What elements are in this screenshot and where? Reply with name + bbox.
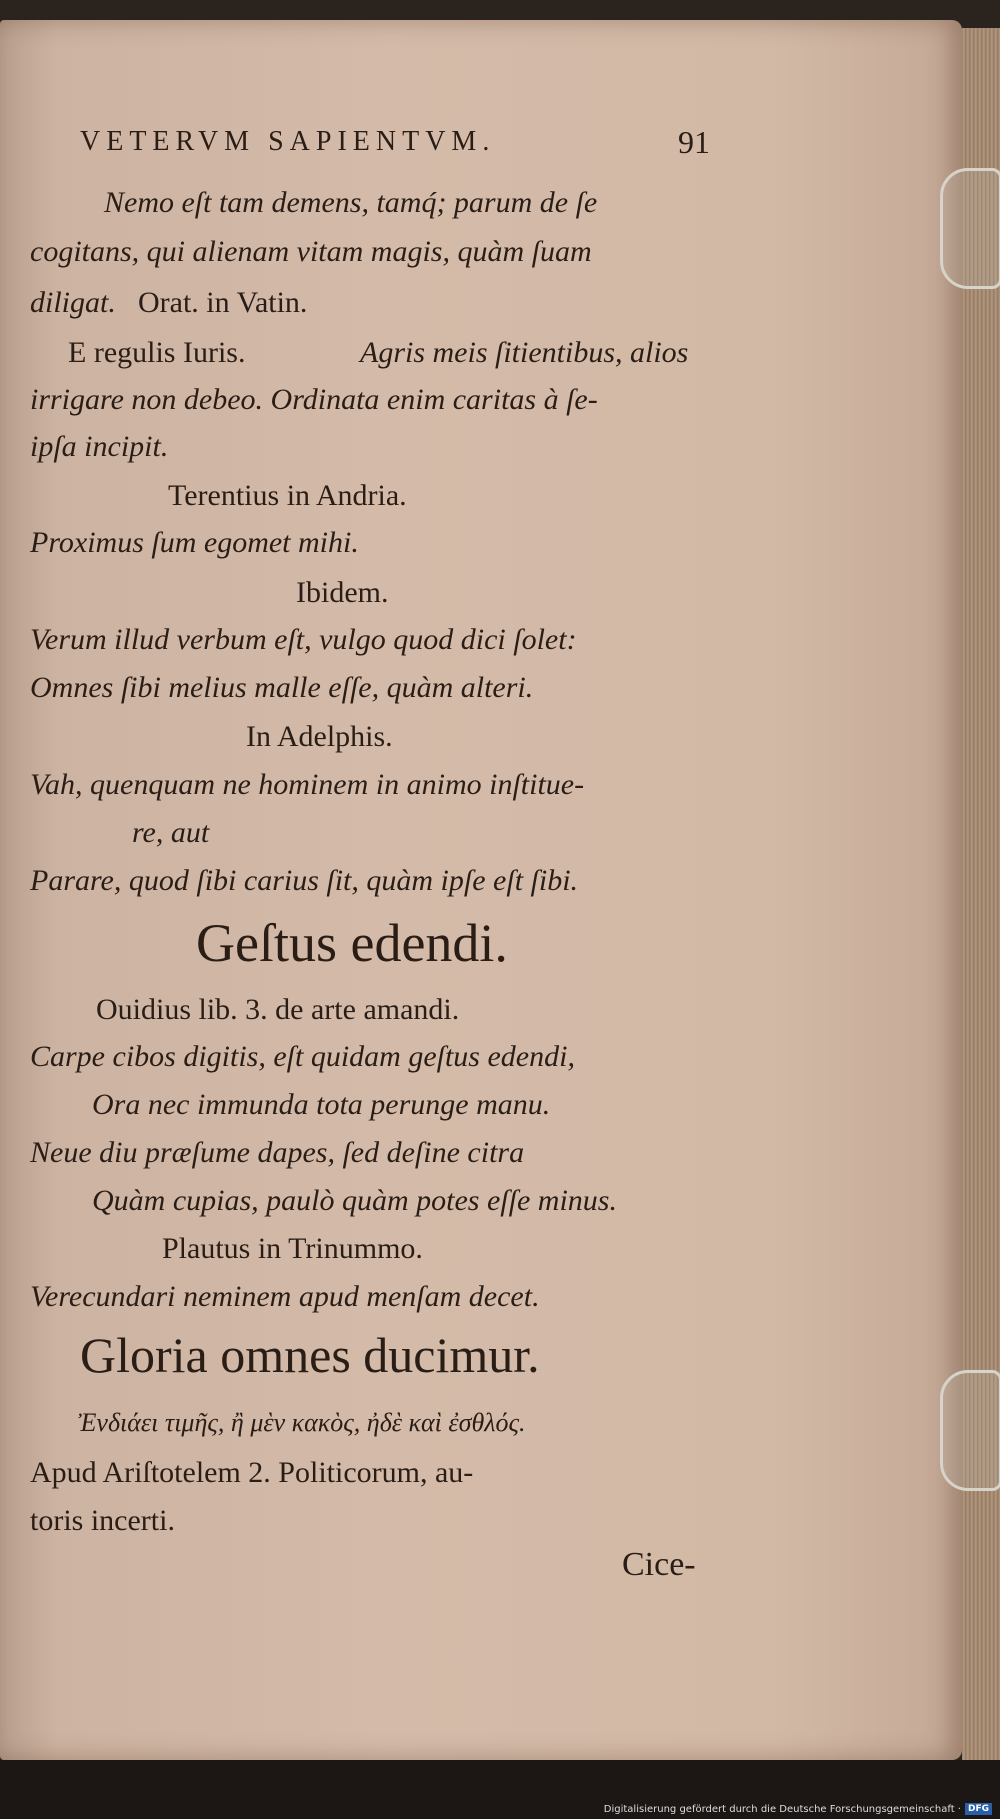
text-line: toris incerti. bbox=[30, 1504, 175, 1537]
text-line: Verecundari neminem apud menſam decet. bbox=[30, 1280, 540, 1313]
text-line: irrigare non debeo. Ordinata enim caritas à ſe- bbox=[30, 383, 598, 416]
text-line: Vah, quenquam ne hominem in animo inſtitue- bbox=[30, 768, 585, 801]
text-line: Carpe cibos digitis, eſt quidam geſtus edendi, bbox=[30, 1040, 575, 1073]
text-line: Verum illud verbum eſt, vulgo quod dici ſolet: bbox=[30, 623, 577, 656]
page-number: 91 bbox=[678, 124, 710, 160]
section-heading: Plautus in Trinummo. bbox=[162, 1232, 423, 1265]
page-block-edge bbox=[962, 28, 1000, 1768]
dfg-logo: DFG bbox=[965, 1803, 992, 1815]
chapter-heading: Geſtus edendi. bbox=[196, 913, 508, 973]
section-heading: Ibidem. bbox=[296, 576, 389, 609]
text-line: Proximus ſum egomet mihi. bbox=[30, 526, 359, 559]
text-line: Agris meis ſitientibus, alios bbox=[360, 336, 689, 369]
text-line: Apud Ariſtotelem 2. Politicorum, au- bbox=[30, 1456, 474, 1489]
section-heading: Terentius in Andria. bbox=[168, 479, 407, 512]
text-line: Omnes ſibi melius malle eſſe, quàm alteri. bbox=[30, 671, 534, 704]
section-heading: In Adelphis. bbox=[246, 720, 393, 753]
text-line: cogitans, qui alienam vitam magis, quàm ſuam bbox=[30, 235, 592, 268]
text-line: diligat. bbox=[30, 286, 116, 319]
text-line: Orat. in Vatin. bbox=[138, 286, 308, 319]
section-heading: Ouidius lib. 3. de arte amandi. bbox=[96, 993, 460, 1026]
running-title: VETERVM SAPIENTVM. bbox=[80, 126, 496, 157]
credit-text: Digitalisierung gefördert durch die Deutsche Forschungsgemeinschaft · bbox=[603, 1803, 961, 1815]
scan-footer-bar bbox=[0, 1760, 1000, 1819]
catchword: Cice- bbox=[622, 1546, 696, 1583]
text-line: Parare, quod ſibi carius ſit, quàm ipſe eſt ſibi. bbox=[30, 864, 579, 897]
text-line: re, aut bbox=[132, 816, 210, 849]
page-clip-top bbox=[940, 168, 1000, 289]
text-line: E regulis Iuris. bbox=[68, 336, 246, 369]
text-line: Ora nec immunda tota perunge manu. bbox=[92, 1088, 551, 1121]
text-line: Nemo eſt tam demens, tamq́; parum de ſe bbox=[104, 186, 598, 219]
page-clip-bottom bbox=[940, 1370, 1000, 1491]
text-line: Quàm cupias, paulò quàm potes eſſe minus. bbox=[92, 1184, 617, 1217]
text-line: ipſa incipit. bbox=[30, 430, 169, 463]
greek-line: Ἐνδιάει τιμῆς, ἢ μὲν κακὸς, ἠδὲ καὶ ἐσθλός. bbox=[78, 1408, 526, 1437]
digitization-credit bbox=[604, 1803, 992, 1815]
text-line: Neue diu præſume dapes, ſed deſine citra bbox=[30, 1136, 525, 1169]
chapter-heading: Gloria omnes ducimur. bbox=[80, 1327, 540, 1383]
